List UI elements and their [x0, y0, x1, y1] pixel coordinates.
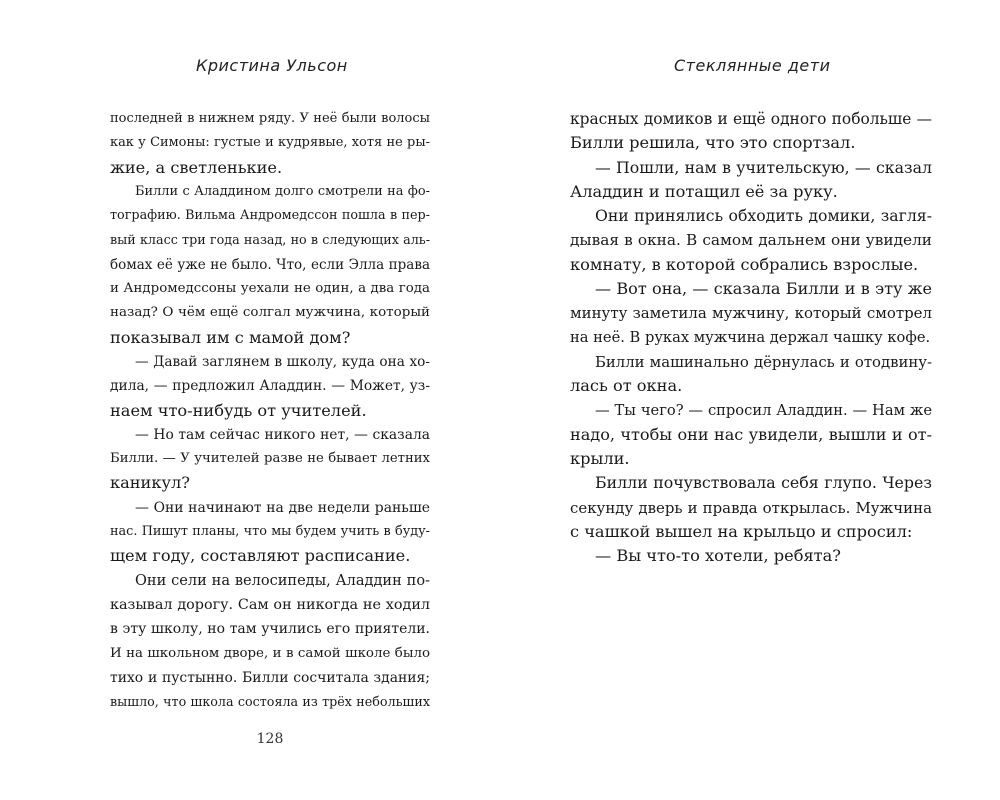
text-line: — Вот она, — сказала Билли и в эту же	[595, 279, 932, 299]
text-line: — Ты чего? — спросил Аладдин. — Нам же	[595, 401, 932, 419]
text-line: с чашкой вышел на крыльцо и спросил:	[570, 522, 913, 542]
text-line: И на школьном дворе, и в самой школе было	[110, 645, 430, 661]
left-page	[110, 0, 430, 800]
text-line: вышло, что школа состояла из трёх небольших	[110, 694, 430, 710]
text-line: Билли. — У учителей разве не бывает летних	[110, 451, 430, 467]
text-line: каникул?	[110, 473, 190, 493]
text-line: — Но там сейчас никого нет, — сказала	[135, 426, 430, 443]
right-page	[570, 0, 932, 800]
text-line: последней в нижнем ряду. У неё были волосы	[110, 111, 430, 126]
text-line: надо, чтобы они нас увидели, вышли и от-	[570, 424, 932, 444]
text-line: показывал им с мамой дом?	[110, 327, 351, 347]
text-line: красных домиков и ещё одного побольше —	[570, 110, 932, 128]
text-line: Билли решила, что это спортзал.	[570, 133, 856, 153]
text-line: нас. Пишут планы, что мы будем учить в буду-	[110, 524, 430, 540]
text-line: Билли машинально дёрнулась и отодвину-	[595, 352, 932, 371]
text-line: Они принялись обходить домики, загля-	[595, 206, 932, 226]
text-line: — Они начинают на две недели раньше	[135, 499, 430, 516]
text-line: вый класс три года назад, но в следующих аль-	[110, 232, 430, 248]
text-line: щем году, составляют расписание.	[110, 546, 411, 566]
text-line: в эту школу, но там учились его приятели.	[110, 621, 430, 638]
page-number: 128	[256, 731, 284, 747]
text-line: минуту заметила мужчину, который смотрел	[570, 304, 932, 323]
text-line: тографию. Вильма Андромедссон пошла в пер-	[110, 208, 430, 224]
text-line: лась от окна.	[570, 376, 683, 396]
running-head-title: Стеклянные дети	[674, 56, 831, 75]
text-line: наем что-нибудь от учителей.	[110, 400, 367, 420]
text-line: Они сели на велосипеды, Аладдин по-	[135, 572, 430, 589]
text-line: казывал дорогу. Сам он никогда не ходил	[110, 596, 430, 613]
text-line: назад? О чём ещё солгал мужчина, который	[110, 305, 430, 321]
text-line: бомах её уже не было. Что, если Элла права	[110, 256, 430, 273]
text-line: — Вы что-то хотели, ребята?	[595, 546, 841, 566]
text-line: жие, а светленькие.	[110, 157, 283, 177]
text-line: и Андромедссоны уехали не один, а два года	[110, 281, 430, 297]
text-line: дывая в окна. В самом дальнем они увидели	[570, 231, 932, 250]
text-line: — Давай заглянем в школу, куда она хо-	[135, 353, 430, 370]
running-head-author: Кристина Ульсон	[196, 56, 348, 75]
text-line: секунду дверь и правда открылась. Мужчина	[570, 498, 932, 517]
left-page-body	[110, 107, 430, 714]
text-line: крыли.	[570, 449, 630, 469]
right-page-body	[570, 107, 932, 569]
text-line: на неё. В руках мужчина держал чашку кофе.	[570, 328, 931, 346]
text-line: тихо и пустынно. Билли сосчитала здания;	[110, 669, 430, 686]
text-line: комнату, в которой собрались взрослые.	[570, 254, 919, 274]
text-line: как у Симоны: густые и кудрявые, хотя не ры-	[110, 135, 430, 151]
text-line: Билли почувствовала себя глупо. Через	[595, 473, 932, 493]
text-line: — Пошли, нам в учительскую, — сказал	[595, 157, 932, 177]
text-line: Аладдин и потащил её за руку.	[570, 181, 838, 201]
text-line: дила, — предложил Аладдин. — Может, уз-	[110, 378, 430, 395]
text-line: Билли с Аладдином долго смотрели на фо-	[135, 183, 430, 199]
